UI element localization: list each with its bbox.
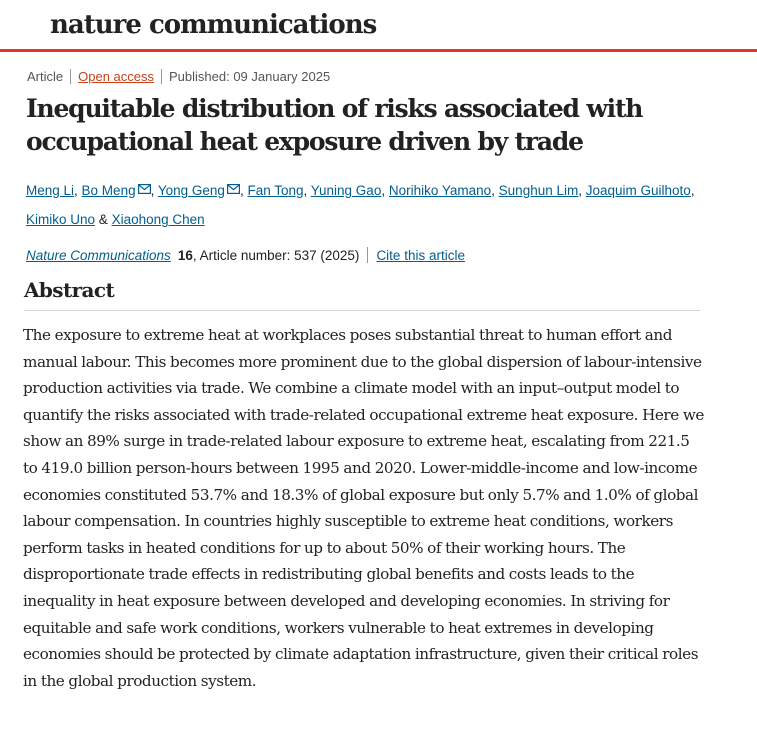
author-link[interactable]: Norihiko Yamano xyxy=(388,183,492,198)
citation-divider xyxy=(367,247,368,263)
author-link[interactable]: Fan Tong xyxy=(247,183,304,198)
author-link[interactable]: Joaquim Guilhoto xyxy=(585,183,691,198)
author-link[interactable]: Kimiko Uno xyxy=(26,212,96,227)
citation xyxy=(26,246,465,264)
author-link[interactable]: Xiaohong Chen xyxy=(111,212,205,227)
author-link[interactable]: Meng Li xyxy=(26,183,75,198)
meta-divider xyxy=(70,69,71,84)
article-title: Inequitable distribution of risks associated with occupational heat exposure driven by trade xyxy=(26,94,643,156)
journal-logo[interactable]: nature communications xyxy=(50,10,377,40)
cite-this-article-link[interactable]: Cite this article xyxy=(376,247,465,263)
published-date: Published: 09 January 2025 xyxy=(169,68,331,84)
envelope-icon[interactable] xyxy=(227,184,240,194)
author-join: & xyxy=(98,212,108,227)
meta-divider xyxy=(161,69,162,84)
author-link[interactable]: Bo Meng xyxy=(81,183,136,198)
article-type: Article xyxy=(27,68,64,84)
masthead xyxy=(0,0,757,52)
author-list: Meng Li, Bo Meng , Yong Geng , Fan Tong, Yuning Gao, Norihiko Yamano, Sunghun Lim, Joaquim Guilhoto, Kimiko Uno & Xiaohong Chen xyxy=(26,183,695,227)
open-access-link[interactable]: Open access xyxy=(78,68,154,84)
journal-link[interactable]: Nature Communications xyxy=(26,247,171,263)
author-link[interactable]: Yong Geng xyxy=(157,183,225,198)
author-link[interactable]: Sunghun Lim xyxy=(498,183,579,198)
abstract-text: The exposure to extreme heat at workplaces poses substantial threat to human effort and manual labour. This becomes more prominent due to the global dispersion of labour-intensive production activities via trade. We combine a climate model with an input–output model to quantify the risks associated with trade-related occupational extreme heat exposure. Here we show an 89% surge in trade-related labour exposure to extreme heat, escalating from 221.5 to 419.0 billion person-hours between 1995 and 2020. Lower-middle-income and low-income economies constituted 53.7% and 18.3% of global exposure but only 5.7% and 1.0% of global labour compensation. In countries highly susceptible to extreme heat conditions, workers perform tasks in heated conditions for up to about 50% of their working hours. The disproportionate trade effects in redistributing global benefits and costs leads to the inequality in heat exposure between developed and developing economies. In striving for equitable and safe work conditions, workers vulnerable to heat extremes in developing economies should be protected by climate adaptation infrastructure, given their critical roles in the global production system. xyxy=(23,326,704,690)
article-number: , Article number: 537 (2025) xyxy=(192,247,360,263)
article-meta xyxy=(27,68,330,84)
abstract-heading: Abstract xyxy=(24,278,700,311)
volume-number: 16 xyxy=(177,247,193,263)
envelope-icon[interactable] xyxy=(138,184,151,194)
author-link[interactable]: Yuning Gao xyxy=(310,183,382,198)
